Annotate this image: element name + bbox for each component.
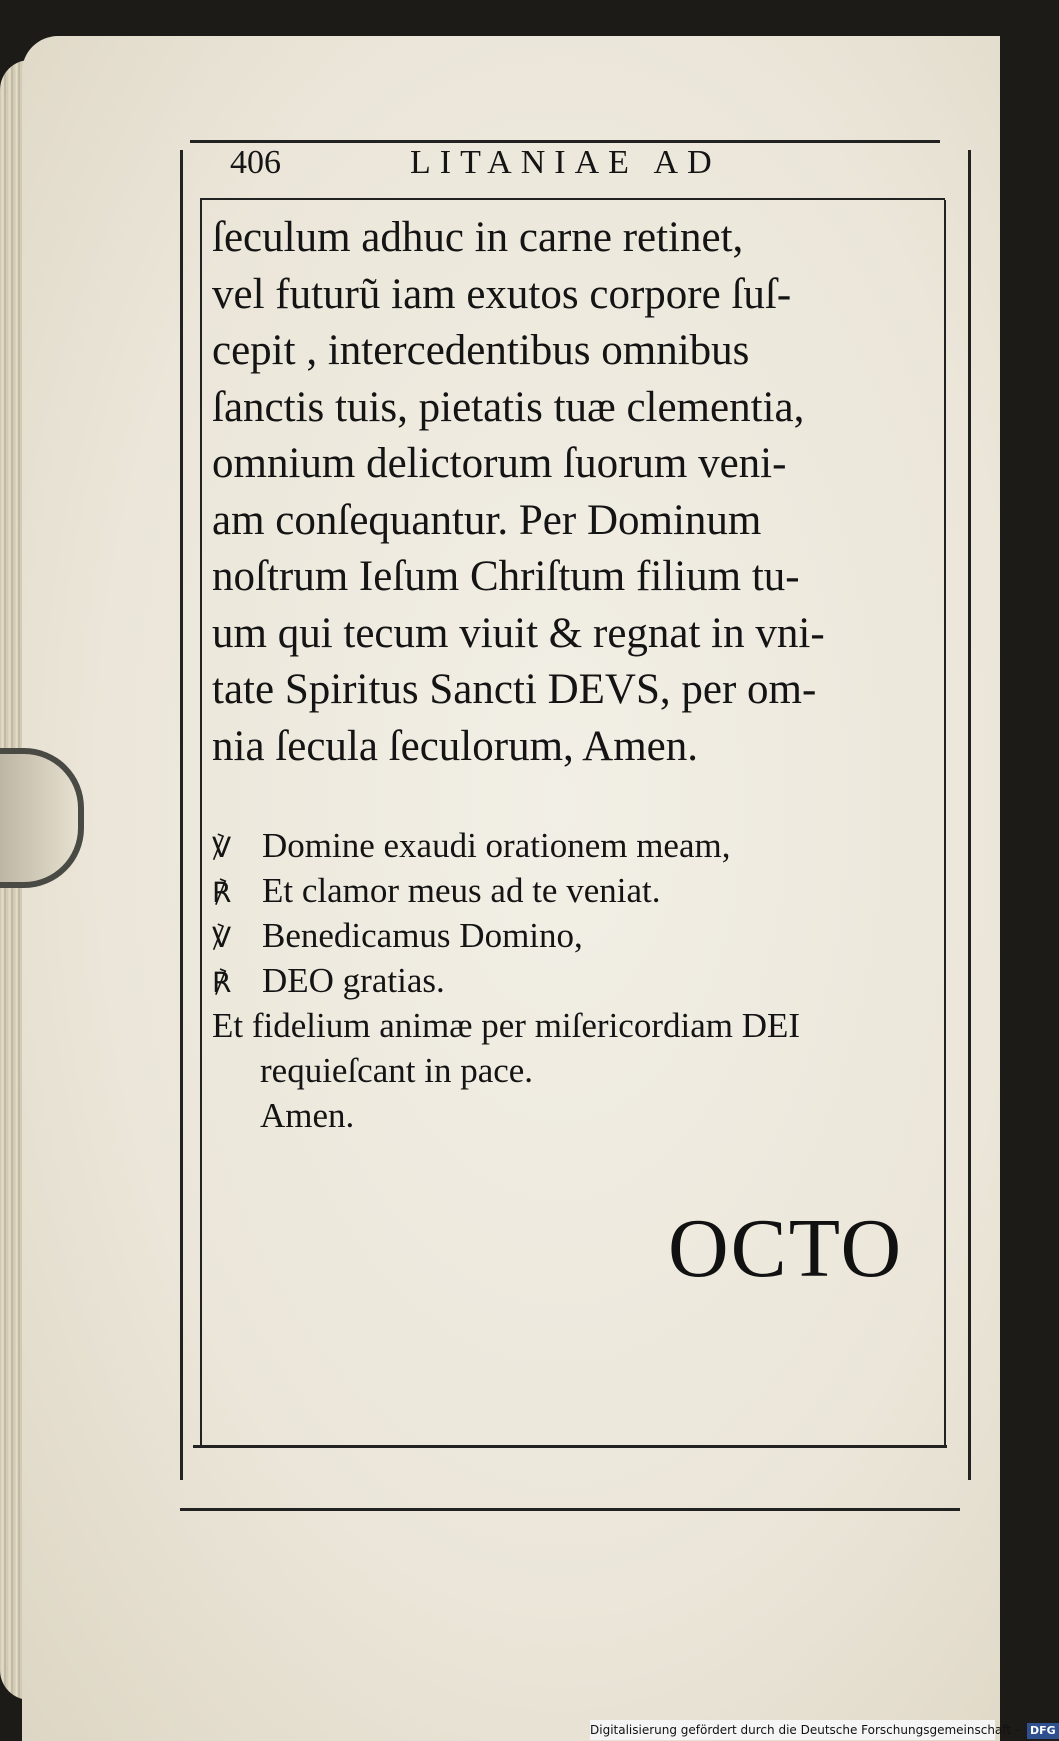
frame-right-rule (968, 150, 971, 1480)
versicle-symbol: ℣ (212, 923, 232, 954)
response-symbol: ℟ (212, 968, 232, 999)
response-symbol: ℟ (212, 878, 232, 909)
text-line: noſtrum Ieſum Chriſtum filium tu- (212, 553, 800, 600)
dfg-logo: DFG (1027, 1723, 1059, 1739)
digitization-credit (590, 1720, 1056, 1740)
response-text: Et clamor meus ad te veniat. (262, 871, 661, 910)
versicle-text: Benedicamus Domino, (262, 916, 583, 955)
text-line: omnium delictorum ſuorum veni- (212, 440, 787, 487)
closing-text: Et fidelium animæ per miſericordiam DEI (212, 1006, 801, 1045)
versicle-row (212, 913, 942, 958)
versicles-responses (212, 823, 942, 1138)
text-line: nia ſecula ſeculorum, Amen. (212, 722, 698, 770)
page-header (230, 144, 930, 196)
frame-bottom-rule (193, 1445, 947, 1448)
response-row (212, 958, 942, 1003)
frame-top-rule (190, 140, 940, 143)
versicle-row (212, 823, 942, 868)
page-number: 406 (230, 144, 281, 181)
frame-outer-bottom-rule (180, 1508, 960, 1511)
frame-inner-right-rule (944, 200, 946, 1445)
text-line: um qui tecum viuit & regnat in vni- (212, 609, 825, 657)
prayer-text (212, 210, 934, 775)
frame-left-rule (180, 150, 183, 1480)
response-text: DEO gratias. (262, 961, 445, 1000)
closing-continuation: requieſcant in pace. (260, 1051, 534, 1090)
versicle-text: Domine exaudi orationem meam, (262, 826, 731, 865)
text-line: ſeculum adhuc in carne retinet, (212, 214, 744, 261)
response-row (212, 868, 942, 913)
running-title: LITANIAE AD (410, 144, 721, 181)
catchword: OCTO (668, 1202, 904, 1295)
frame-inner-left-rule (200, 200, 202, 1445)
text-line: tate Spiritus Sancti DEVS, per om- (212, 666, 817, 713)
closing-amen: Amen. (260, 1096, 355, 1135)
closing-line (212, 1003, 942, 1048)
text-line: cepit , intercedentibus omnibus (212, 327, 750, 374)
text-line: am conſequantur. Per Dominum (212, 496, 762, 544)
credit-text: Digitalisierung gefördert durch die Deutsche Forschungsgemeinschaft - (590, 1723, 1020, 1737)
text-line: ſanctis tuis, pietatis tuæ clementia, (212, 383, 805, 431)
text-line: vel futurũ iam exutos corpore ſuſ- (212, 270, 792, 318)
header-rule (200, 198, 945, 200)
versicle-symbol: ℣ (212, 833, 232, 864)
